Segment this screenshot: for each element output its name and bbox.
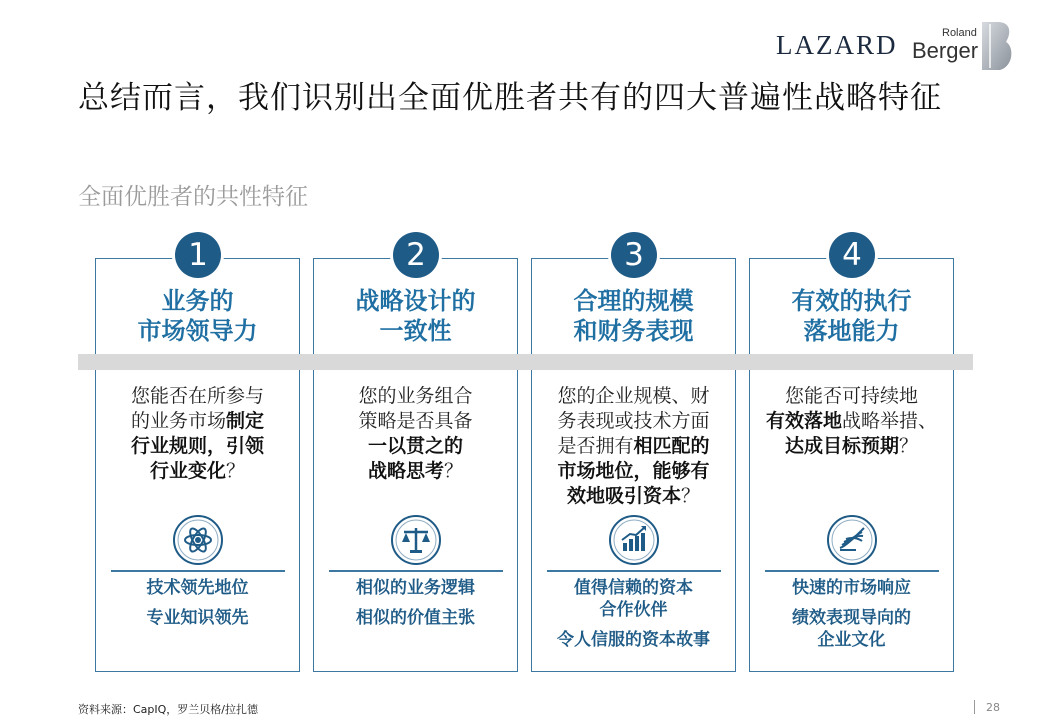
roland-berger-logo-top: Roland xyxy=(942,27,977,39)
card-4-title-line-2: 落地能力 xyxy=(803,317,900,345)
card-2-question xyxy=(313,384,518,484)
card-1-trait-1: 技术领先地位 xyxy=(146,578,249,598)
card-3-question xyxy=(531,384,736,509)
card-2-divider xyxy=(329,570,503,572)
q1-l4-plain: ？ xyxy=(226,460,246,482)
card-4-title-line-1: 有效的执行 xyxy=(791,287,912,315)
card-2-traits xyxy=(313,577,518,637)
q3-l2-plain: 务表现或技术方面 xyxy=(557,410,710,432)
card-1-traits xyxy=(95,577,300,637)
card-4-trait-3: 企业文化 xyxy=(817,630,886,650)
scales-icon xyxy=(390,514,442,566)
q2-l4-bold: 战略思考 xyxy=(367,460,444,482)
card-1-divider xyxy=(111,570,285,572)
roland-berger-b-mark-icon xyxy=(980,20,1016,72)
card-3-trait-3: 令人信服的资本故事 xyxy=(557,630,710,650)
card-2-number-badge: 2 xyxy=(393,232,439,278)
card-1-title xyxy=(95,286,300,346)
card-4-title xyxy=(749,286,954,346)
q1-l2-plain: 的业务市场 xyxy=(130,410,226,432)
card-2-title-line-1: 战略设计的 xyxy=(355,287,476,315)
q3-l5-plain: ？ xyxy=(681,485,701,507)
card-4-divider xyxy=(765,570,939,572)
card-4-question xyxy=(749,384,954,459)
card-3-title-line-1: 合理的规模 xyxy=(573,287,694,315)
q2-l1-plain: 您的业务组合 xyxy=(358,385,473,407)
q4-l1-plain: 您能否可持续地 xyxy=(784,385,918,407)
card-3-traits xyxy=(531,577,736,659)
card-1-trait-2: 专业知识领先 xyxy=(146,608,249,628)
card-2-trait-1: 相似的业务逻辑 xyxy=(356,578,475,598)
card-1-title-line-1: 业务的 xyxy=(161,287,234,315)
q3-l3-bold: 相匹配的 xyxy=(633,435,710,457)
page-number-divider xyxy=(974,700,975,714)
card-4-trait-1: 快速的市场响应 xyxy=(792,578,911,598)
lazard-logo: LAZARD xyxy=(776,30,898,60)
card-3-trait-1: 值得信赖的资本 xyxy=(574,578,693,598)
grey-band xyxy=(78,354,973,370)
card-3-trait-2: 合作伙伴 xyxy=(599,600,668,620)
card-4-trait-2: 绩效表现导向的 xyxy=(792,608,911,628)
q3-l5-bold: 效地吸引资本 xyxy=(566,485,681,507)
card-4-number-badge: 4 xyxy=(829,232,875,278)
card-3-divider xyxy=(547,570,721,572)
page-number: 28 xyxy=(986,701,1000,714)
q4-l3-plain: ？ xyxy=(899,435,919,457)
card-2-title xyxy=(313,286,518,346)
q3-l3-plain: 是否拥有 xyxy=(557,435,634,457)
card-1-number-badge: 1 xyxy=(175,232,221,278)
q3-l4-bold: 市场地位，能够有 xyxy=(557,460,710,482)
card-3-title-line-2: 和财务表现 xyxy=(573,317,694,345)
card-3-number-badge: 3 xyxy=(611,232,657,278)
q4-l2-plain: 战略举措、 xyxy=(842,410,938,432)
card-1-question xyxy=(95,384,300,484)
source-note: 资料来源：CapIQ，罗兰贝格/拉扎德 xyxy=(78,703,259,716)
speed-bird-icon xyxy=(826,514,878,566)
q1-l1-plain: 您能否在所参与 xyxy=(130,385,264,407)
card-2-trait-2: 相似的价值主张 xyxy=(356,608,475,628)
q2-l2-plain: 策略是否具备 xyxy=(358,410,473,432)
q1-l4-bold: 行业变化 xyxy=(149,460,226,482)
bar-chart-icon xyxy=(608,514,660,566)
q4-l3-bold: 达成目标预期 xyxy=(784,435,899,457)
q2-l3-bold: 一以贯之的 xyxy=(367,435,463,457)
card-4-traits xyxy=(749,577,954,659)
roland-berger-logo xyxy=(912,20,1022,72)
q2-l4-plain: ？ xyxy=(444,460,464,482)
atom-icon xyxy=(172,514,224,566)
q1-l2-bold: 制定 xyxy=(226,410,265,432)
q1-l3-bold: 行业规则，引领 xyxy=(130,435,264,457)
roland-berger-logo-bottom: Berger xyxy=(912,38,979,63)
card-2-title-line-2: 一致性 xyxy=(379,317,452,345)
q3-l1-plain: 您的企业规模、财 xyxy=(557,385,710,407)
page-title: 总结而言，我们识别出全面优胜者共有的四大普遍性战略特征 xyxy=(78,80,942,116)
q4-l2-bold: 有效落地 xyxy=(765,410,842,432)
card-1-title-line-2: 市场领导力 xyxy=(137,317,258,345)
card-3-title xyxy=(531,286,736,346)
page-subtitle: 全面优胜者的共性特征 xyxy=(78,184,308,210)
